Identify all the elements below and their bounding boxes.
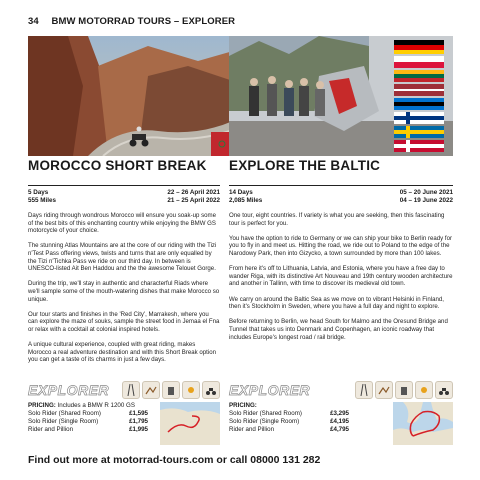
running-title: BMW MOTORRAD TOURS – EXPLORER (51, 16, 236, 27)
running-header (28, 16, 235, 27)
baltic-body (229, 212, 453, 341)
price-label: Rider and Pillion (229, 426, 275, 433)
pricing-note: Includes a BMW R 1200 GS (57, 402, 135, 409)
paragraph: You have the option to ride to Germany or we can ship your bike to Berlin ready for you to fly in and meet us. Hitting the road, we ride out to Poland to the edge of the Narodowy Park, then into Gizycko, a town surrounded by more than 100 lakes. (229, 234, 452, 257)
price-value: £4,195 (330, 418, 349, 425)
page-number: 34 (28, 16, 39, 27)
morocco-photo (28, 36, 233, 156)
footer-contact: Find out more at motorrad-tours.com or call 08000 131 282 (28, 454, 321, 466)
baltic-explorer-bar (229, 381, 453, 399)
pricing-header (229, 402, 349, 410)
price-value: £1,595 (129, 410, 148, 417)
price-value: £4,795 (330, 426, 349, 433)
price-value: £1,995 (129, 426, 148, 433)
tier-icons (122, 381, 220, 399)
explorer-logo: EXPLORER (229, 382, 311, 398)
offroad-icon (375, 381, 393, 399)
morocco-explorer-bar (28, 381, 220, 399)
morocco-body (28, 212, 220, 364)
morocco-meta (28, 189, 220, 205)
morocco-miles: 555 Miles (28, 197, 57, 204)
price-label: Rider and Pillion (28, 426, 74, 433)
price-row (28, 418, 148, 426)
price-row (229, 426, 349, 434)
baltic-route-map (393, 402, 453, 445)
morocco-pricing (28, 402, 220, 434)
morocco-days: 5 Days (28, 189, 49, 196)
paragraph: From here it's off to Lithuania, Latvia, and Estonia, where you have a free day to wander Riga, with its distinctive Art Nouveau and 19th century wooden architecture and another in Tallinn, with time to discover its medieval old town. (229, 265, 453, 288)
paragraph: The stunning Atlas Mountains are at the core of our riding with the Tizi n'Test Pass offering views, twists and turns that are only equalled by the Tizi n'Tichka Pass we ride on our third day. In between is UNESCO-listed Ait Ben Haddou and the the awesome Telouet Gorge. (28, 242, 217, 273)
morocco-date-1: 22 – 26 April 2021 (167, 189, 220, 196)
baltic-title: EXPLORE THE BALTIC (229, 158, 381, 173)
paragraph: We carry on around the Baltic Sea as we move on to vibrant Helsinki in Finland, then it's Stockholm in Sweden, where you have a full day and night to explore. (229, 295, 444, 311)
baltic-section (229, 158, 453, 349)
baltic-meta (229, 189, 453, 205)
price-row (28, 410, 148, 418)
price-label: Solo Rider (Single Room) (229, 418, 300, 425)
price-row (229, 410, 349, 418)
paragraph: Our tour starts and finishes in the 'Red City', Marrakesh, where you can explore the maze of souks, sample the street food in Jemaa el Fna or relax with a cocktail at colonial inspired hotels. (28, 310, 220, 333)
paragraph: Days riding through wondrous Morocco will ensure you soak-up some of the best bits of this enchanting country while enjoying the BMW GS motorcycle of your choice. (28, 212, 216, 235)
sun-icon (182, 381, 200, 399)
pricing-header (28, 402, 148, 410)
hotel-icon (162, 381, 180, 399)
road-icon (122, 381, 140, 399)
baltic-photo (229, 36, 453, 156)
flags-strip (394, 40, 444, 152)
baltic-miles: 2,085 Miles (229, 197, 263, 204)
price-label: Solo Rider (Single Room) (28, 418, 99, 425)
price-value: £3,295 (330, 410, 349, 417)
pricing-label: PRICING: (28, 402, 56, 409)
offroad-icon (142, 381, 160, 399)
paragraph: Before returning to Berlin, we head South for Malmo and the Oresund Bridge and Tunnel that takes us into Denmark and Copenhagen, an iconic roadway that includes Europe's longest road / rail bridge. (229, 318, 448, 341)
paragraph: A unique cultural experience, coupled with great riding, makes Morocco a real adventure destination and with this Short Break option you can get a taste of its charms in just a few days. (28, 341, 216, 364)
morocco-route-map (160, 402, 220, 445)
price-row (28, 426, 148, 434)
tier-icons (355, 381, 453, 399)
baltic-date-1: 05 – 20 June 2021 (399, 189, 453, 196)
price-table (28, 402, 148, 434)
baltic-date-2: 04 – 19 June 2022 (399, 197, 453, 204)
morocco-section (28, 158, 220, 371)
rider-icon (202, 381, 220, 399)
paragraph: One tour, eight countries. If variety is what you are seeking, then this fascinating tour is perfect for you. (229, 212, 445, 227)
explorer-logo: EXPLORER (28, 382, 110, 398)
price-row (229, 418, 349, 426)
paragraph: During the trip, we'll stay in authentic and characterful Riads where we'll sample some of the mouth-watering dishes that make Morocco so unique. (28, 280, 220, 303)
baltic-pricing (229, 402, 453, 434)
price-value: £1,795 (129, 418, 148, 425)
morocco-title: MOROCCO SHORT BREAK (28, 158, 207, 173)
pricing-label: PRICING: (229, 402, 257, 409)
price-label: Solo Rider (Shared Room) (28, 410, 101, 417)
morocco-date-2: 21 – 25 April 2022 (167, 197, 220, 204)
baltic-days: 14 Days (229, 189, 253, 196)
price-table (229, 402, 349, 434)
hotel-icon (395, 381, 413, 399)
rider-icon (435, 381, 453, 399)
road-icon (355, 381, 373, 399)
title-rule (28, 185, 220, 186)
price-label: Solo Rider (Shared Room) (229, 410, 302, 417)
sun-icon (415, 381, 433, 399)
title-rule (229, 185, 453, 186)
